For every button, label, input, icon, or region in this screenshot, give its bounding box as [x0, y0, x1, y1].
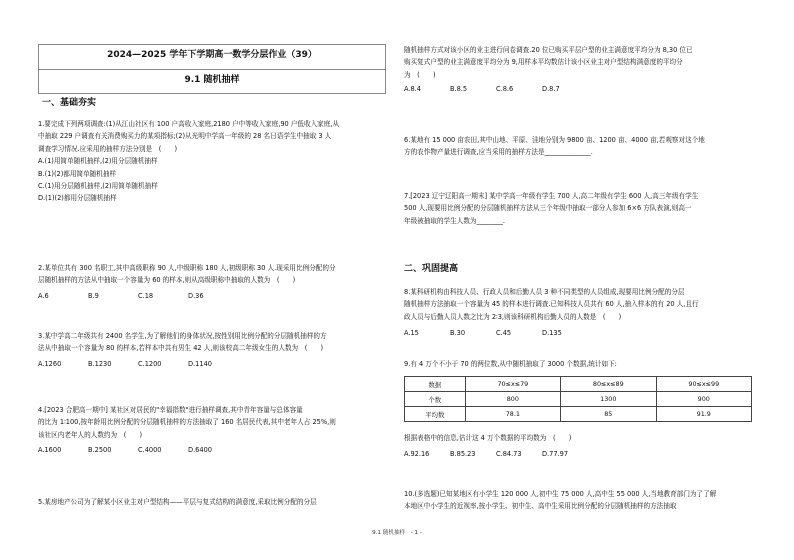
- header-box: [38, 44, 386, 94]
- option: A.15: [404, 329, 419, 338]
- question-9-intro: [404, 358, 758, 370]
- question-text: 调查学习情况.应采用的抽样方法分别是 ( ): [38, 144, 178, 153]
- question-text: 年级被抽取的学生人数为________.: [404, 216, 506, 225]
- question-text: 6.某地有 15 000 亩农田,其中山地、平原、洼地分别为 9800 亩、1200 亩、4000 亩,若观察对这个地: [404, 136, 705, 144]
- question-text: 5.某房地产公司为了解某小区业主对户型结构——平层与复式结构的满意度,采取比例分配的分层: [38, 498, 317, 506]
- question-text: 本地区中小学生的近视率,按小学生、初中生、高中生采用比例分配的分层随机抽样的方法抽取: [404, 502, 677, 511]
- question-text: 500 人,现要用比例分配的分层随机抽样方法从三个年级中抽取一部分人参加 6×6 方队表演,则高一: [404, 204, 692, 213]
- table-cell: 70≤x≤79: [465, 377, 560, 392]
- data-table: [404, 376, 752, 422]
- table-cell: 80≤x≤89: [561, 377, 656, 392]
- question-text: 7.[2023 辽宁辽阳高一期末] 某中学高一年级有学生 700 人,高二年级有学生 600 人,高三年级有学生: [404, 192, 699, 200]
- option: C.45: [496, 329, 512, 338]
- option: B.30: [450, 329, 466, 338]
- option: C.1200: [138, 359, 162, 368]
- question-3: [38, 330, 384, 370]
- options-row: [404, 448, 758, 460]
- question-5-continued: [404, 44, 758, 96]
- option: D.135: [542, 329, 562, 338]
- lesson-title: 9.1 随机抽样: [184, 75, 240, 85]
- option: B.85.23: [450, 450, 476, 459]
- question-text: 9.有 4 万个不小于 70 的两位数,从中随机抽取了 3000 个数据,统计如下:: [404, 360, 617, 368]
- option: C.84.73: [496, 450, 522, 459]
- option: A.8.4: [404, 85, 421, 94]
- question-4: [38, 404, 384, 457]
- table-cell: 900: [656, 392, 751, 407]
- option: A.92.16: [404, 450, 430, 459]
- table-cell: 91.9: [656, 407, 751, 422]
- question-text: 为 ( ): [404, 70, 436, 79]
- section-basic: 一、基础夯实: [42, 98, 97, 108]
- question-5-start: [38, 496, 384, 508]
- option: D.(1)(2)都用分层随机抽样: [38, 194, 117, 203]
- question-text: 购买复式户型的业主满意度平均分为 9,用样本平均数估计该小区业主对户型结构满意度的平均分: [404, 58, 683, 67]
- option: A.(1)用简单随机抽样,(2)用分层随机抽样: [38, 157, 158, 166]
- question-text: 政人员与后勤人员人数之比为 2∶3,则该科研机构后勤人员的人数是 ( ): [404, 312, 622, 321]
- option: A.1260: [38, 359, 62, 368]
- option: B.8.5: [450, 85, 468, 94]
- question-text: 的比为 1∶100,按年龄用比例分配的分层随机抽样的方法抽取了 160 名居民代表,其中老年人占 25%,则: [38, 418, 336, 427]
- option: B.2500: [88, 446, 112, 455]
- option: C.(1)用分层随机抽样,(2)用简单随机抽样: [38, 182, 158, 191]
- page-footer: 9.1 随机抽样 - 1 -: [372, 530, 422, 536]
- question-text: 2.某单位共有 300 名职工,其中高级职称 90 人,中级职称 180 人,初级职称 30 人.现采用比例分配的分: [38, 264, 336, 272]
- option: D.77.97: [542, 450, 569, 459]
- question-7: [404, 190, 758, 227]
- question-text: 层随机抽样的方法从中抽取一个容量为 60 的样本,则从高级职称中抽取的人数为 ( ): [38, 276, 296, 285]
- question-text: 8.某科研机构由科技人员、行政人员和后勤人员 3 种不同类型的人员组成,现要用比例分配的分层: [404, 288, 685, 296]
- question-text: 方的农作物产量进行调查,应当采用的抽样方法是______________.: [404, 148, 593, 157]
- table-row: [405, 392, 752, 407]
- question-10: [404, 488, 758, 513]
- options-row: [38, 290, 384, 302]
- table-cell: 85: [561, 407, 656, 422]
- option: D.8.7: [542, 85, 560, 94]
- question-text: 该社区内老年人的人数约为 ( ): [38, 430, 143, 439]
- options-row: [38, 444, 384, 456]
- question-9: [404, 432, 758, 461]
- option: A.1600: [38, 446, 62, 455]
- option: B.1230: [88, 359, 112, 368]
- header-divider: [39, 69, 385, 70]
- option: D.6400: [188, 446, 212, 455]
- question-8: [404, 286, 758, 340]
- table-cell: 800: [465, 392, 560, 407]
- option: C.18: [138, 291, 154, 300]
- question-text: 中抽取 229 户调查有关消费购买力的某项指标;(2)从光明中学高一年级的 28 名日语学生中抽取 3 人: [38, 132, 332, 141]
- option: D.36: [188, 291, 204, 300]
- question-text: 随机抽样方式对该小区的业主进行问卷调查.20 位已购买平层户型的业主满意度平均分为 8,30 位已: [404, 46, 693, 54]
- question-1: [38, 118, 384, 205]
- option: B.9: [88, 291, 99, 300]
- table-row: [405, 407, 752, 422]
- table-cell: 个数: [405, 392, 466, 407]
- question-text: 3.某中学高二年级共有 2400 名学生,为了解他们的身体状况,按性别用比例分配的分层随机抽样的方: [38, 332, 327, 340]
- table-cell: 平均数: [405, 407, 466, 422]
- table-cell: 数据: [405, 377, 466, 392]
- option: B.(1)(2)都用简单随机抽样: [38, 169, 117, 178]
- question-6: [404, 134, 758, 159]
- option: C.8.6: [496, 85, 514, 94]
- table-cell: 90≤x≤99: [656, 377, 751, 392]
- question-2: [38, 262, 384, 302]
- options-row: [404, 327, 758, 339]
- question-text: 随机抽样方法抽取一个容量为 45 的样本进行调查.已知科技人员共有 60 人,抽入样本的有 20 人,且行: [404, 300, 699, 309]
- option: A.6: [38, 291, 49, 300]
- question-text: 1.要完成下列两项调查:(1)从江山社区有 100 户高收入家庭,2180 户中等收入家庭,90 户低收入家庭,从: [38, 120, 340, 128]
- question-text: 10.(多选题)已知某地区有小学生 120 000 人,初中生 75 000 人,高中生 55 000 人,当地教育部门为了了解: [404, 490, 717, 498]
- options-row: [38, 358, 384, 370]
- options-row: [404, 83, 758, 95]
- table-header-row: [405, 377, 752, 392]
- question-text: 4.[2023 合肥高一期中] 某社区对居民的"幸福指数"进行抽样调查,其中青年容量与总体容量: [38, 406, 303, 414]
- table-cell: 78.1: [465, 407, 560, 422]
- question-text: 法从中抽取一个容量为 80 的样本,若样本中共有男生 42 人,则该校高二年级女生的人数为 ( ): [38, 344, 324, 353]
- option: C.4000: [138, 446, 162, 455]
- worksheet-title: 2024—2025 学年下学期高一数学分层作业（39）: [107, 50, 317, 60]
- question-text: 根据表格中的信息,估计这 4 万个数据的平均数为 ( ): [404, 434, 572, 442]
- option: D.1140: [188, 359, 212, 368]
- table-cell: 1300: [561, 392, 656, 407]
- section-consolidate: 二、巩固提高: [404, 264, 459, 274]
